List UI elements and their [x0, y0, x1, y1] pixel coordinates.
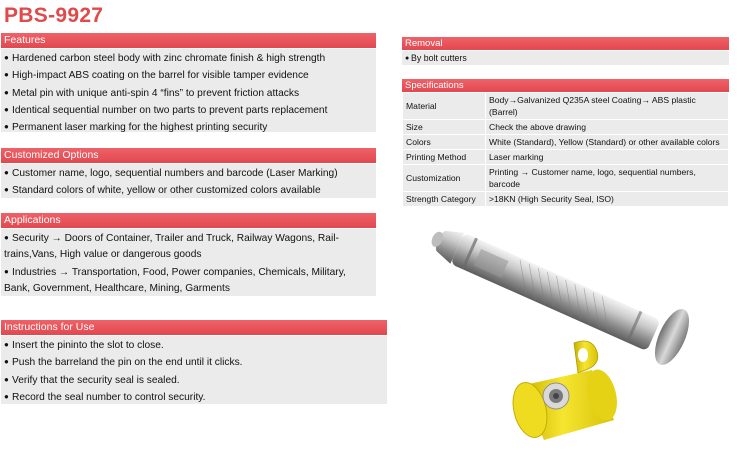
- pin-head: [648, 304, 696, 369]
- spec-value: White (Standard), Yellow (Standard) or other available colors: [486, 135, 729, 150]
- list-item: ● Push the barreland the pin on the end until it clicks.: [4, 357, 243, 369]
- applications-heading: Applications: [1, 213, 376, 228]
- barrel: [508, 341, 622, 441]
- page-title: PBS-9927: [4, 4, 104, 27]
- instructions-heading: Instructions for Use: [1, 320, 387, 335]
- list-item: ● Hardened carbon steel body with zinc chromate finish & high strength: [4, 53, 326, 64]
- spec-key: Size: [403, 120, 486, 135]
- features-heading: Features: [1, 33, 376, 48]
- list-item: ● Customer name, logo, sequential numbers and barcode (Laser Marking): [4, 168, 338, 179]
- list-item: ● By bolt cutters: [405, 53, 467, 63]
- list-item: ● High-impact ABS coating on the barrel for visible tamper evidence: [4, 70, 309, 82]
- list-item: ● Standard colors of white, yellow or other customized colors available: [4, 185, 321, 197]
- spec-value: Laser marking: [486, 150, 729, 165]
- pin-shaft: [426, 222, 661, 351]
- spec-value: Body→Galvanized Q235A steel Coating→ ABS plastic (Barrel): [486, 93, 729, 120]
- customized-heading: Customized Options: [1, 148, 376, 163]
- spec-key: Customization: [403, 165, 486, 192]
- spec-key: Colors: [403, 135, 486, 150]
- list-item: ● Security → Doors of Container, Trailer and Truck, Railway Wagons, Rail-trains,Vans, High value or dangerous goods: [4, 233, 339, 261]
- list-item: ● Permanent laser marking for the highest printing security: [4, 122, 268, 134]
- specifications-heading: Specifications: [402, 79, 729, 92]
- spec-value: Check the above drawing: [486, 120, 729, 135]
- list-item: ● Record the seal number to control security.: [4, 391, 206, 403]
- spec-value: >18KN (High Security Seal, ISO): [486, 192, 729, 207]
- list-item: ● Verify that the security seal is sealed.: [4, 374, 180, 386]
- list-item: ● Metal pin with unique anti-spin 4 “fins” to prevent friction attacks: [4, 87, 300, 99]
- list-item: ● Identical sequential number on two parts to prevent parts replacement: [4, 104, 328, 116]
- list-item: ● Industries → Transportation, Food, Power companies, Chemicals, Military, Bank, Government, Healthcare, Mining, Garments: [4, 266, 346, 294]
- spec-value: Printing → Customer name, logo, sequential numbers, barcode: [486, 165, 729, 192]
- spec-key: Material: [403, 93, 486, 120]
- removal-heading: Removal: [402, 37, 729, 50]
- list-item: ● Insert the pininto the slot to close.: [4, 340, 164, 351]
- spec-key: Printing Method: [403, 150, 486, 165]
- spec-key: Strength Category: [403, 192, 486, 207]
